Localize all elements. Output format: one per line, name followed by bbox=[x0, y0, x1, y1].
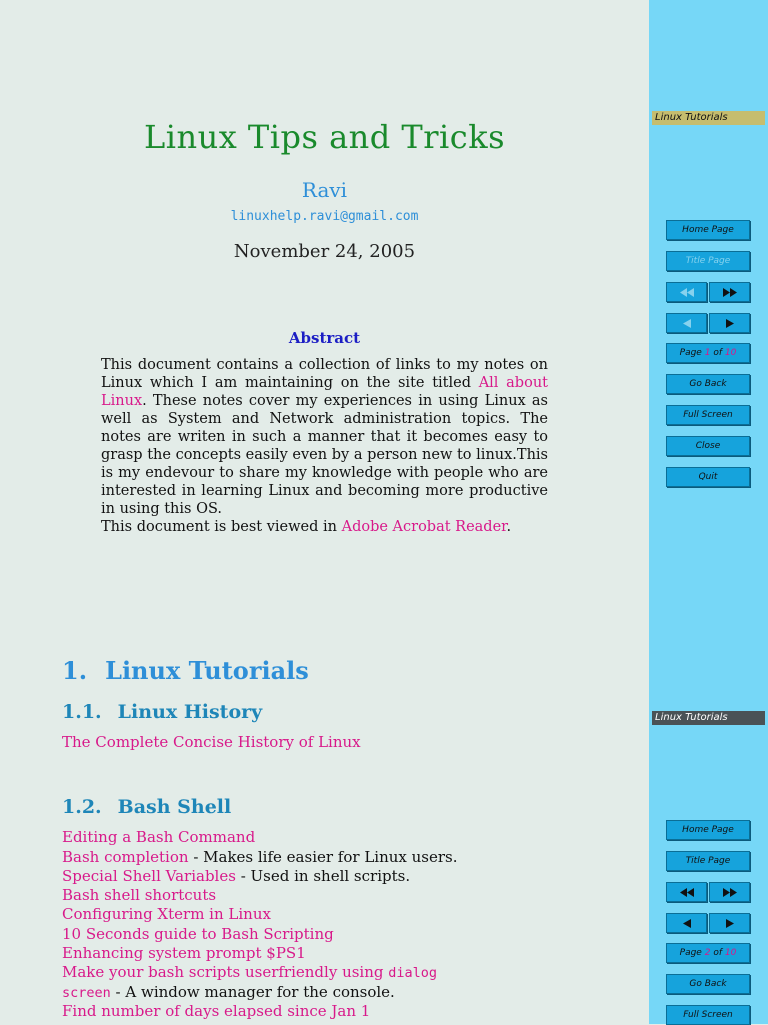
history-link[interactable]: The Complete Concise History of Linux bbox=[62, 733, 361, 751]
previous-icon bbox=[683, 919, 691, 928]
page-word: Page bbox=[679, 348, 702, 358]
item-description: - A window manager for the console. bbox=[110, 983, 395, 1001]
author-email-link[interactable]: linuxhelp.ravi@gmail.com bbox=[230, 209, 419, 224]
subsection-title: Bash Shell bbox=[117, 796, 232, 818]
shell-shortcuts-link[interactable]: Bash shell shortcuts bbox=[62, 886, 217, 904]
full-screen-button[interactable]: Full Screen bbox=[666, 405, 750, 425]
fast-forward-icon bbox=[723, 288, 737, 297]
bash-command-link[interactable]: Editing a Bash Command bbox=[62, 828, 256, 846]
subsection-title: Linux History bbox=[117, 701, 263, 723]
screen-link[interactable]: screen bbox=[62, 985, 111, 1001]
section-title: Linux Tutorials bbox=[105, 656, 309, 685]
first-page-button[interactable] bbox=[666, 882, 707, 902]
author-name: Ravi bbox=[301, 178, 348, 202]
of-word: of bbox=[713, 348, 723, 358]
list-item bbox=[62, 867, 410, 886]
abstract-body bbox=[101, 356, 548, 536]
subsection-number: 1.2. bbox=[62, 796, 102, 818]
total-page-number: 10 bbox=[724, 348, 737, 358]
document-title: Linux Tips and Tricks bbox=[143, 118, 506, 156]
list-item bbox=[62, 944, 306, 963]
previous-icon bbox=[683, 319, 691, 328]
home-page-button[interactable]: Home Page bbox=[666, 220, 750, 240]
navigation-sidebar bbox=[649, 0, 768, 600]
last-page-button[interactable] bbox=[709, 882, 750, 902]
next-page-button[interactable] bbox=[709, 913, 750, 933]
current-page-number: 2 bbox=[704, 948, 711, 958]
next-page-button[interactable] bbox=[709, 313, 750, 333]
item-description: - Makes life easier for Linux users. bbox=[188, 848, 458, 866]
shell-variables-link[interactable]: Special Shell Variables bbox=[62, 867, 236, 885]
sidebar-section-label: Linux Tutorials bbox=[652, 711, 765, 725]
list-item bbox=[62, 886, 216, 905]
page-1-content bbox=[0, 0, 649, 600]
abstract-viewer-note bbox=[101, 518, 548, 536]
list-item bbox=[62, 905, 271, 924]
abstract-text: . bbox=[506, 519, 512, 535]
list-item bbox=[62, 925, 334, 944]
days-elapsed-link[interactable]: Find number of days elapsed since Jan 1 bbox=[62, 1002, 371, 1020]
xterm-link[interactable]: Configuring Xterm in Linux bbox=[62, 905, 271, 923]
go-back-button[interactable]: Go Back bbox=[666, 974, 750, 994]
abstract-text: This document is best viewed in bbox=[101, 519, 342, 535]
list-item bbox=[62, 828, 255, 847]
home-page-button[interactable]: Home Page bbox=[666, 820, 750, 840]
next-icon bbox=[726, 919, 734, 928]
dialog-link-code: dialog bbox=[388, 965, 438, 981]
abstract-text: . These notes cover my experiences in using Linux as well as System and Network administration topics. The notes are writen in such a manner that it becomes easy to grasp the concepts easily even by a person new to linux.This is my endevour to share my knowledge with people who are interested in learning Linux and becoming more productive in using this OS. bbox=[101, 393, 548, 517]
previous-page-button[interactable] bbox=[666, 913, 707, 933]
last-page-button[interactable] bbox=[709, 282, 750, 302]
dialog-link-text: Make your bash scripts userfriendly using bbox=[62, 963, 389, 981]
item-description: - Used in shell scripts. bbox=[235, 867, 411, 885]
of-word: of bbox=[713, 948, 723, 958]
all-about-linux-link[interactable]: All about Linux bbox=[101, 375, 548, 409]
bash-completion-link[interactable]: Bash completion bbox=[62, 848, 189, 866]
adobe-reader-link[interactable]: Adobe Acrobat Reader bbox=[341, 519, 507, 535]
list-item bbox=[62, 983, 395, 1003]
page-indicator[interactable] bbox=[666, 943, 750, 963]
document-date: November 24, 2005 bbox=[233, 241, 416, 262]
page-2 bbox=[0, 600, 768, 1024]
list-item bbox=[62, 1002, 370, 1021]
abstract-heading: Abstract bbox=[288, 329, 361, 347]
abstract-paragraph bbox=[101, 356, 548, 518]
page-2-content bbox=[0, 600, 649, 1024]
page-word: Page bbox=[679, 948, 702, 958]
navigation-sidebar bbox=[649, 600, 768, 1024]
sidebar-section-label: Linux Tutorials bbox=[652, 111, 765, 125]
rewind-icon bbox=[680, 288, 694, 297]
go-back-button[interactable]: Go Back bbox=[666, 374, 750, 394]
subsection-number: 1.1. bbox=[62, 701, 102, 723]
rewind-icon bbox=[680, 888, 694, 897]
list-item bbox=[62, 848, 458, 867]
total-page-number: 10 bbox=[724, 948, 737, 958]
abstract-text: This document contains a collection of links to my notes on Linux which I am maintaining on the site titled bbox=[101, 357, 548, 391]
bash-scripting-link[interactable]: 10 Seconds guide to Bash Scripting bbox=[62, 925, 334, 943]
system-prompt-link[interactable]: Enhancing system prompt $PS1 bbox=[62, 944, 306, 962]
dialog-link[interactable] bbox=[62, 963, 437, 981]
close-button[interactable]: Close bbox=[666, 436, 750, 456]
next-icon bbox=[726, 319, 734, 328]
first-page-button[interactable] bbox=[666, 282, 707, 302]
previous-page-button[interactable] bbox=[666, 313, 707, 333]
quit-button[interactable]: Quit bbox=[666, 467, 750, 487]
section-heading bbox=[62, 656, 309, 685]
page-indicator[interactable] bbox=[666, 343, 750, 363]
fast-forward-icon bbox=[723, 888, 737, 897]
full-screen-button[interactable]: Full Screen bbox=[666, 1005, 750, 1025]
title-page-button[interactable]: Title Page bbox=[666, 851, 750, 871]
subsection-heading bbox=[62, 701, 262, 723]
list-item bbox=[62, 963, 437, 983]
subsection-heading bbox=[62, 796, 231, 818]
title-page-button[interactable]: Title Page bbox=[666, 251, 750, 271]
current-page-number: 1 bbox=[704, 348, 711, 358]
section-number: 1. bbox=[62, 656, 88, 685]
